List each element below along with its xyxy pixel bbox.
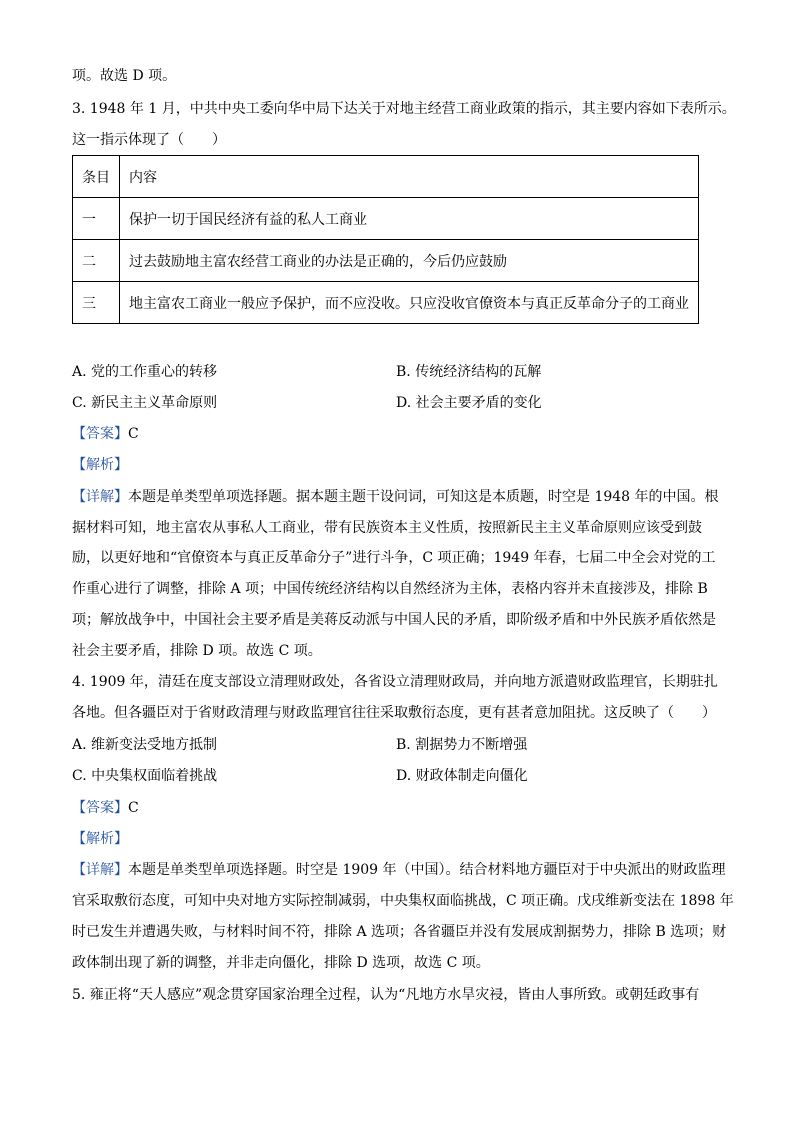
q4-detail-line: 政体制出现了新的调整，并非走向僵化，排除 D 选项，故选 C 项。: [72, 955, 490, 971]
q4-detail-line: 官采取敷衍态度，可知中央对地方实际控制减弱，中央集权面临挑战，C 项正确。戊戌维新变法在 1898 年: [72, 893, 734, 909]
answer-value: C: [128, 800, 139, 816]
detail-text: 本题是单类型单项选择题。时空是 1909 年（中国）。结合材料地方疆臣对于中央派出的财政监理: [128, 862, 726, 878]
answer-tag: 【答案】: [72, 800, 128, 816]
q4-answer: [72, 798, 139, 818]
q3-table: [72, 155, 699, 324]
table-cell: 三: [73, 282, 120, 324]
table-row: [73, 240, 699, 282]
table-cell: 保护一切于国民经济有益的私人工商业: [120, 198, 699, 240]
q5-stem-line1: 5. 雍正将“天人感应”观念贯穿国家治理全过程，认为“凡地方水旱灾祲，皆由人事所致。或朝廷政事有: [72, 987, 700, 1003]
table-row: [73, 282, 699, 324]
q4-detail-line: [72, 860, 726, 880]
q3-option-d: D. 社会主要矛盾的变化: [396, 395, 542, 411]
q4-detail-line: 时已发生并遭遇失败，与材料时间不符，排除 A 选项；各省疆臣并没有发展成割据势力，排除 B 选项；财: [72, 924, 727, 940]
q4-option-a: A. 维新变法受地方抵制: [72, 737, 218, 753]
q3-answer: [72, 424, 139, 444]
q3-analysis-tag: 【解析】: [72, 457, 128, 473]
q3-detail-line: [72, 487, 719, 507]
table-cell: 一: [73, 198, 120, 240]
table-cell: 二: [73, 240, 120, 282]
q3-option-a: A. 党的工作重心的转移: [72, 364, 218, 380]
table-row: [73, 198, 699, 240]
detail-tag: 【详解】: [72, 489, 128, 505]
q3-option-b: B. 传统经济结构的瓦解: [396, 364, 542, 380]
table-header-cell: 内容: [120, 156, 699, 198]
q3-detail-line: 作重心进行了调整，排除 A 项；中国传统经济结构以自然经济为主体，表格内容并未直接涉及，排除 B: [72, 581, 708, 597]
table-cell: 过去鼓励地主富农经营工商业的办法是正确的，今后仍应鼓励: [120, 240, 699, 282]
q4-analysis-tag: 【解析】: [72, 831, 128, 847]
q3-option-c: C. 新民主主义革命原则: [72, 395, 218, 411]
q3-detail-line: 励，以更好地和“官僚资本与真正反革命分子”进行斗争，C 项正确；1949 年春，七届二中全会对党的工: [72, 550, 716, 566]
previous-answer-tail: 项。故选 D 项。: [72, 68, 177, 84]
q4-option-d: D. 财政体制走向僵化: [396, 768, 528, 784]
detail-tag: 【详解】: [72, 862, 128, 878]
q4-stem-line1: 4. 1909 年，清廷在度支部设立清理财政处，各省设立清理财政局，并向地方派遣财政监理官，长期驻扎: [72, 674, 718, 690]
q4-option-b: B. 割据势力不断增强: [396, 737, 528, 753]
table-cell: 地主富农工商业一般应予保护，而不应没收。只应没收官僚资本与真正反革命分子的工商业: [120, 282, 699, 324]
q3-stem-line1: 3. 1948 年 1 月，中共中央工委向华中局下达关于对地主经营工商业政策的指示，其主要内容如下表所示。: [72, 101, 736, 117]
detail-text: 本题是单类型单项选择题。据本题主题干设问词，可知这是本质题，时空是 1948 年的中国。根: [128, 489, 719, 505]
q3-detail-line: 据材料可知，地主富农从事私人工商业，带有民族资本主义性质，按照新民主主义革命原则应该受到鼓: [72, 520, 702, 536]
table-header-cell: 条目: [73, 156, 120, 198]
q3-stem-line2: 这一指示体现了（ ）: [72, 132, 226, 148]
q4-stem-line2: 各地。但各疆臣对于省财政清理与财政监理官往往采取敷衍态度，更有甚者意加阻扰。这反映了（ ）: [72, 705, 716, 721]
answer-value: C: [128, 426, 139, 442]
q3-detail-line: 社会主要矛盾，排除 D 项。故选 C 项。: [72, 643, 322, 659]
table-header-row: [73, 156, 699, 198]
answer-tag: 【答案】: [72, 426, 128, 442]
q4-option-c: C. 中央集权面临着挑战: [72, 768, 218, 784]
q3-detail-line: 项；解放战争中，中国社会主要矛盾是美蒋反动派与中国人民的矛盾，即阶级矛盾和中外民族矛盾依然是: [72, 612, 716, 628]
